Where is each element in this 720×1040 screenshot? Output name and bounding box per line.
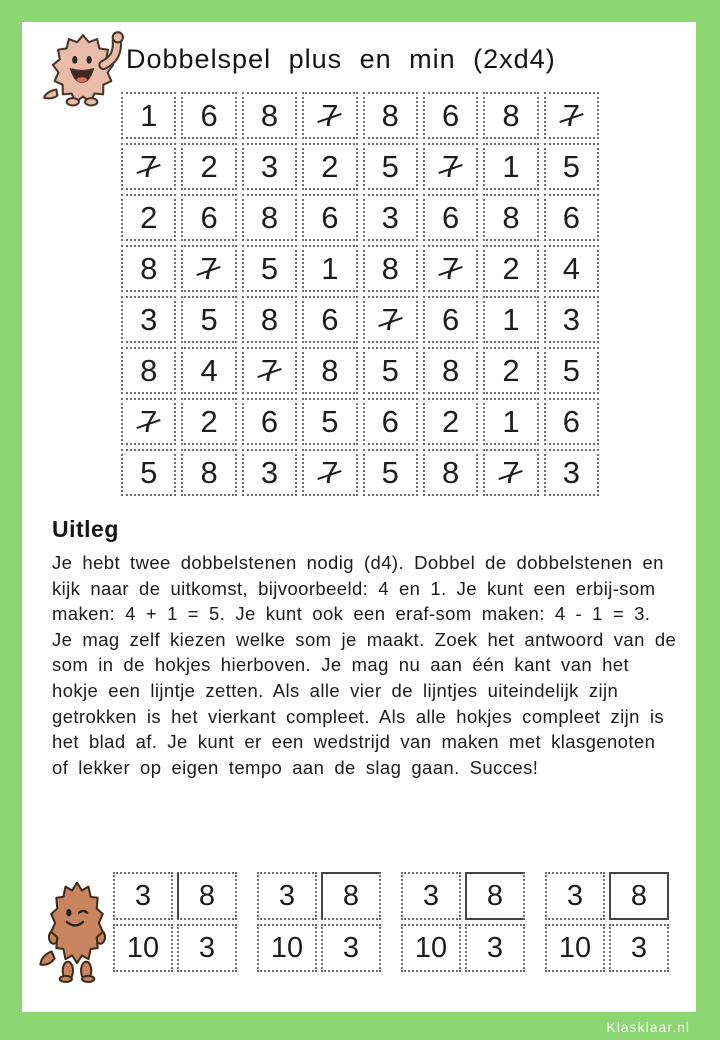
grid-cell: 6	[423, 296, 478, 343]
grid-cell: 2	[423, 398, 478, 445]
example-cell: 10	[113, 924, 173, 972]
example-cell: 3	[113, 872, 173, 920]
grid-cell: 8	[121, 245, 176, 292]
instructions-text: Je hebt twee dobbelstenen nodig (d4). Dobbel de dobbelstenen en kijk naar de uitkomst, bijvoorbeeld: 4 en 1. Je kunt een erbij-som maken: 4 + 1 = 5. Je kunt ook een eraf-som maken: 4 - 1 = 3. Je mag zelf kiezen welke som je maakt. Zoek het antwoord van de som in de hokjes hierboven. Je mag nu aan één kant van het hokje een lijntje zetten. Als alle vier de lijntjes uiteindelijk zijn getrokken is het vierkant compleet. Als alle hokjes compleet zijn is het blad af. Je kunt er een wedstrijd van maken met klasgenoten of lekker op eigen tempo aan de slag gaan. Succes!	[52, 552, 677, 778]
example-cell: 3	[321, 924, 381, 972]
grid-cell: 2	[483, 245, 538, 292]
example-cell: 3	[465, 924, 525, 972]
grid-cell: 2	[121, 194, 176, 241]
grid-cell: 2	[181, 143, 236, 190]
grid-cell: 7	[423, 245, 478, 292]
example-cell: 3	[545, 872, 605, 920]
grid-cell: 6	[423, 92, 478, 139]
number-grid	[121, 92, 599, 496]
grid-cell: 5	[544, 347, 599, 394]
grid-cell: 5	[363, 143, 418, 190]
grid-cell: 5	[363, 347, 418, 394]
example-cell: 3	[257, 872, 317, 920]
grid-cell: 8	[363, 245, 418, 292]
examples-row	[113, 872, 669, 972]
grid-cell: 8	[121, 347, 176, 394]
grid-cell: 7	[302, 92, 357, 139]
grid-cell: 6	[302, 296, 357, 343]
grid-cell: 8	[242, 92, 297, 139]
grid-cell: 7	[121, 398, 176, 445]
example-cell: 8	[609, 872, 669, 920]
example-cell: 10	[401, 924, 461, 972]
mascot-winking-icon	[38, 872, 116, 984]
grid-cell: 7	[242, 347, 297, 394]
grid-cell: 6	[544, 398, 599, 445]
grid-cell: 2	[181, 398, 236, 445]
example-cell: 8	[177, 872, 237, 920]
grid-cell: 8	[483, 194, 538, 241]
grid-cell: 3	[363, 194, 418, 241]
grid-cell: 6	[423, 194, 478, 241]
grid-cell: 6	[363, 398, 418, 445]
grid-cell: 8	[181, 449, 236, 496]
grid-cell: 3	[242, 449, 297, 496]
grid-cell: 2	[483, 347, 538, 394]
mascot-waving-icon	[40, 26, 126, 108]
example-cell: 8	[465, 872, 525, 920]
grid-cell: 8	[483, 92, 538, 139]
brand-watermark: Klasklaar.nl	[606, 1019, 690, 1035]
grid-cell: 1	[483, 296, 538, 343]
example-cell: 10	[545, 924, 605, 972]
grid-cell: 8	[242, 194, 297, 241]
grid-cell: 7	[483, 449, 538, 496]
grid-cell: 6	[302, 194, 357, 241]
example-grid-2	[257, 872, 381, 972]
grid-cell: 8	[423, 347, 478, 394]
grid-cell: 8	[363, 92, 418, 139]
grid-cell: 7	[544, 92, 599, 139]
grid-cell: 8	[242, 296, 297, 343]
grid-cell: 7	[121, 143, 176, 190]
grid-cell: 6	[181, 92, 236, 139]
grid-cell: 4	[181, 347, 236, 394]
example-cell: 3	[609, 924, 669, 972]
example-cell: 8	[321, 872, 381, 920]
worksheet-page	[22, 22, 696, 1012]
grid-cell: 7	[423, 143, 478, 190]
example-grid-4	[545, 872, 669, 972]
grid-cell: 5	[302, 398, 357, 445]
grid-cell: 5	[363, 449, 418, 496]
grid-cell: 7	[302, 449, 357, 496]
grid-cell: 5	[181, 296, 236, 343]
example-cell: 3	[177, 924, 237, 972]
grid-cell: 5	[544, 143, 599, 190]
example-cell: 10	[257, 924, 317, 972]
grid-cell: 1	[121, 92, 176, 139]
grid-cell: 5	[121, 449, 176, 496]
grid-cell: 3	[544, 296, 599, 343]
grid-cell: 7	[181, 245, 236, 292]
grid-cell: 4	[544, 245, 599, 292]
example-grid-1	[113, 872, 237, 972]
grid-cell: 6	[181, 194, 236, 241]
example-grid-3	[401, 872, 525, 972]
grid-cell: 3	[121, 296, 176, 343]
grid-cell: 1	[483, 398, 538, 445]
grid-cell: 7	[363, 296, 418, 343]
grid-cell: 1	[483, 143, 538, 190]
grid-cell: 8	[302, 347, 357, 394]
grid-cell: 3	[544, 449, 599, 496]
instructions-heading: Uitleg	[52, 516, 119, 542]
grid-cell: 6	[544, 194, 599, 241]
example-cell: 3	[401, 872, 461, 920]
grid-cell: 2	[302, 143, 357, 190]
grid-cell: 3	[242, 143, 297, 190]
grid-cell: 1	[302, 245, 357, 292]
page-title: Dobbelspel plus en min (2xd4)	[126, 44, 556, 74]
grid-cell: 8	[423, 449, 478, 496]
grid-cell: 6	[242, 398, 297, 445]
grid-cell: 5	[242, 245, 297, 292]
